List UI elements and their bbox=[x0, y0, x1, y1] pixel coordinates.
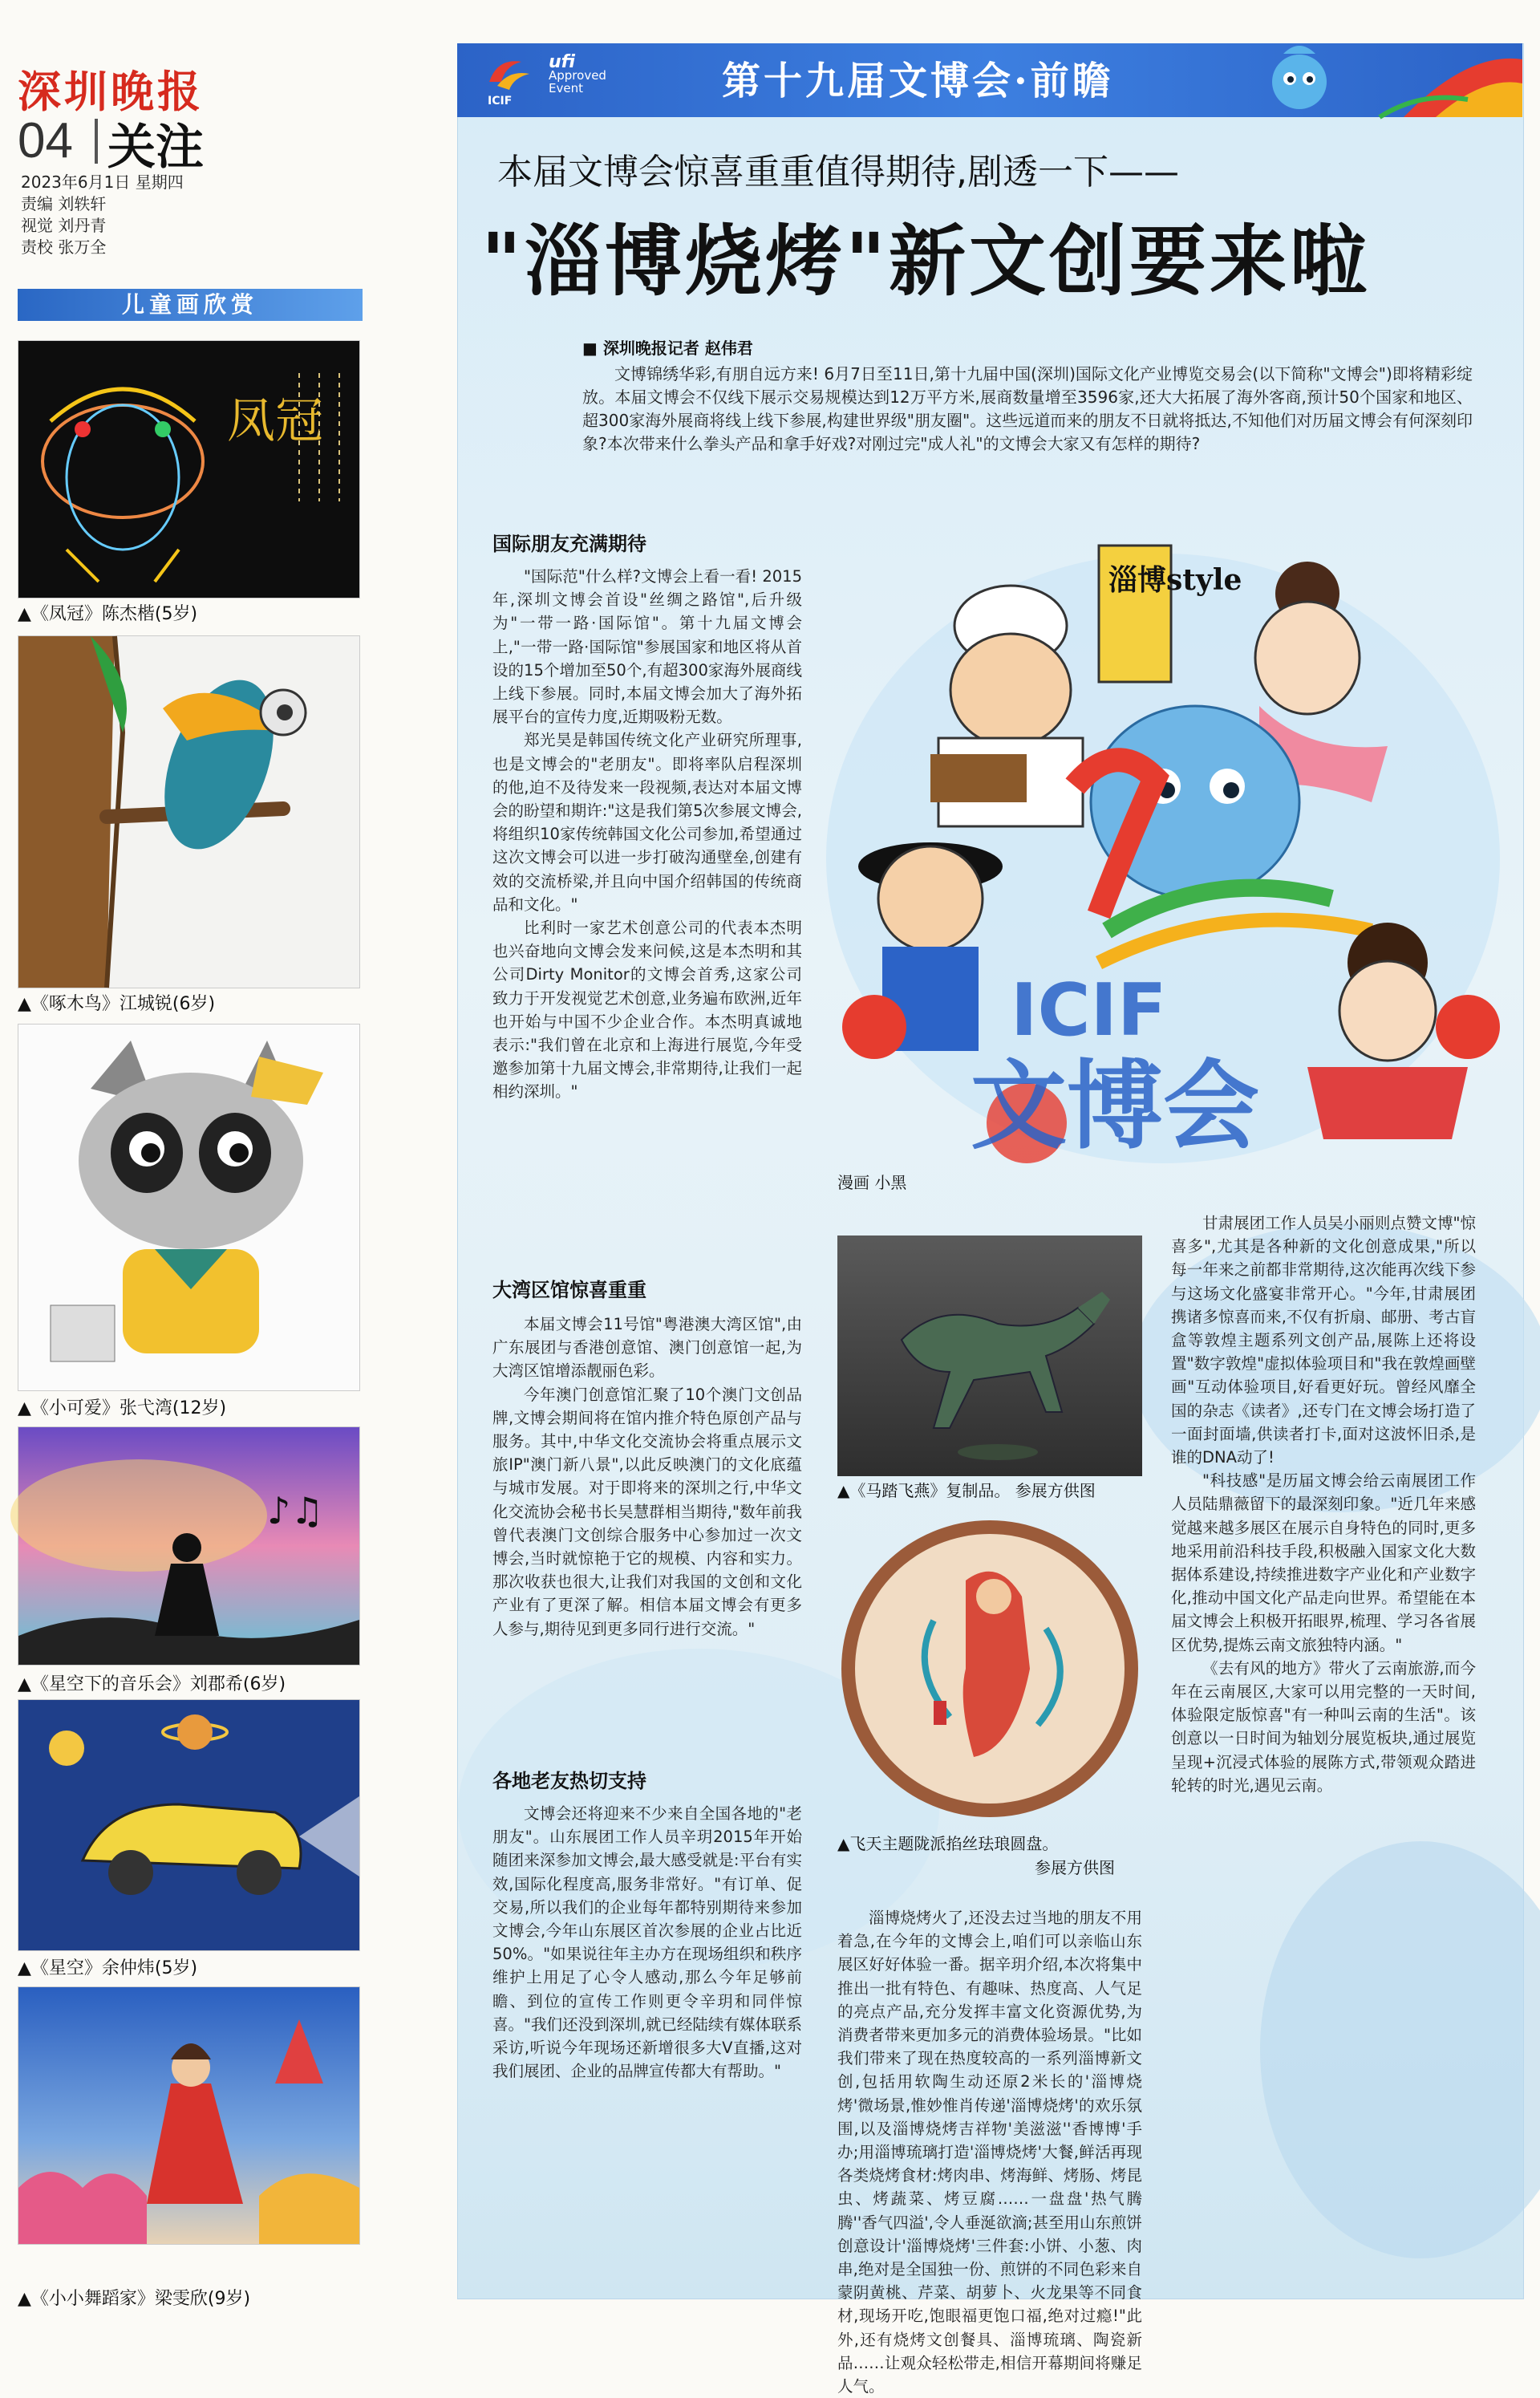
kids-caption-5: ▲《星空》余仲炜(5岁) bbox=[18, 1958, 198, 1978]
banner-title: 第十九届文博会·前瞻 bbox=[722, 59, 1114, 103]
section3-paragraph: 《去有风的地方》带火了云南旅游,而今年在云南展区,大家可以用完整的一天时间,体验限定版惊喜"有一种叫云南的生活"。该创意以一日时间为轴划分展览板块,通过展览呈现+沉浸式体验的展陈方式,带领观众踏进轮转的时光,遇见云南。 bbox=[1171, 1658, 1476, 1795]
kids-gallery-title: 儿童画欣赏 bbox=[18, 289, 363, 321]
main-illustration bbox=[810, 513, 1516, 1171]
section3-paragraph: 淄博烧烤火了,还没去过当地的朋友不用着急,在今年的文博会上,咱们可以亲临山东展区好好体验一番。据辛玥介绍,本次将集中推出一批有特色、有趣味、热度高、人气足的亮点产品,充分发挥丰富文化资源优势,为消费者带来更加多元的消费体验场景。"比如我们带来了现在热度较高的一系列淄博新文创,包括用软陶生动还原2米长的'淄博烧烤'微场景,惟妙惟肖传递'淄博烧烤'的欢乐氛围,以及淄博烧烤吉祥物'美滋滋''香博博'手办;用淄博琉璃打造'淄博烧烤'大餐,鲜活再现各类烧烤食材:烤肉串、烤海鲜、烤肠、烤昆虫、烤蔬菜、烤豆腐……一盘盘'热气腾腾''香气四溢',令人垂涎欲滴;甚至用山东煎饼创意设计'淄博烧烤'三件套:小饼、小葱、肉串,绝对是全国独一份、煎饼的不同色彩来自蒙阴黄桃、芹菜、胡萝卜、火龙果等不同食材,现场开吃,饱眼福更饱口福,绝对过瘾!"此外,还有烧烤文创餐具、淄博琉璃、陶瓷新品……让观众轻松带走,相信开幕期间将赚足人气。 bbox=[837, 1909, 1142, 2396]
kids-caption-2: ▲《啄木鸟》江城锐(6岁) bbox=[18, 994, 216, 1014]
editor-credit: 责编 刘轶轩 bbox=[21, 194, 107, 213]
kids-drawing-fengguan bbox=[18, 340, 360, 598]
kids-drawing-concert bbox=[18, 1426, 360, 1666]
kids-drawing-woodpecker bbox=[18, 635, 360, 988]
section2-body bbox=[492, 1313, 802, 1641]
article-lead: 文博锦绣华彩,有朋自远方来! 6月7日至11日,第十九届中国(深圳)国际文化产业博览交易会(以下简称"文博会")即将精彩绽放。本届文博会不仅线下展示交易规模达到12万平方米,展商数量增至3596家,还大大拓展了海外客商,预计50个国家和地区、超300家海外展商将线上线下参展,构建世界级"朋友圈"。这些远道而来的朋友不日就将抵达,不知他们对历届文博会有何深刻印象?本次带来什么拳头产品和拿手好戏?对刚过完"成人礼"的文博会大家又有怎样的期待? bbox=[582, 364, 1473, 453]
section2-paragraph: 本届文博会11号馆"粤港澳大湾区馆",由广东展团与香港创意馆、澳门创意馆一起,为大湾区馆增添靓丽色彩。 bbox=[492, 1315, 802, 1381]
horse-photo bbox=[837, 1236, 1142, 1476]
article-byline: ■ 深圳晚报记者 赵伟君 bbox=[582, 339, 753, 358]
section2-title: 大湾区馆惊喜重重 bbox=[492, 1279, 646, 1301]
section1-paragraph: 比利时一家艺术创意公司的代表本杰明也兴奋地向文博会发来问候,这是本杰明和其公司Dirty Monitor的文博会首秀,这家公司致力于开发视觉艺术创意,业务遍布欧洲,近年也开始与中国不少企业合作。本杰明真诚地表示:"我们曾在北京和上海进行展览,今年受邀参加第十九届文博会,非常期待,让我们一起相约深圳。" bbox=[492, 919, 802, 1102]
section3-paragraph: "科技感"是历届文博会给云南展团工作人员陆鼎薇留下的最深刻印象。"近几年来感觉越来越多展区在展示自身特色的同时,更多地采用前沿科技手段,积极融入国家文化大数据体系建设,持续推进数字产业化和产业数字化,推动中国文化产品走向世界。希望能在本届文博会上积极开拓眼界,梳理、学习各省展区优势,提炼云南文旅独特内涵。" bbox=[1171, 1471, 1476, 1654]
horse-caption: ▲《马踏飞燕》复制品。 参展方供图 bbox=[837, 1481, 1096, 1500]
icif-art-text: ICIF bbox=[1011, 968, 1167, 1053]
page-number: 04 bbox=[18, 113, 73, 168]
kids-drawing-dancer bbox=[18, 1986, 360, 2245]
icif-logo-text: ICIF bbox=[488, 95, 513, 108]
wenbohui-art-text: 文博会 bbox=[971, 1049, 1259, 1162]
section1-paragraph: 郑光昊是韩国传统文化产业研究所理事,也是文博会的"老朋友"。即将率队启程深圳的他,迫不及待发来一段视频,表达对本届文博会的盼望和期许:"这是我们第5次参展文博会,将组织10家传统韩国文化公司参加,希望通过这次文博会可以进一步打破沟通壁垒,创建有效的交流桥梁,并且向中国介绍韩国的传统商品和文化。" bbox=[492, 731, 802, 914]
section3-paragraph: 文博会还将迎来不少来自全国各地的"老朋友"。山东展团工作人员辛玥2015年开始随团来深参加文博会,最大感受就是:平台有实效,国际化程度高,服务非常好。"有订单、促交易,所以我们的企业每年都特别期待来参加文博会,今年山东展区首次参展的企业占比近50%。"如果说往年主办方在现场组织和秩序维护上用足了心令人感动,那么今年足够前瞻、到位的宣传工作则更令辛玥和同伴惊喜。"我们还没到深圳,就已经陆续有媒体联系采访,听说今年现场还新增很多大V直播,这对我们展团、企业的品牌宣传都大有帮助。" bbox=[492, 1804, 802, 2081]
enamel-plate-photo bbox=[837, 1508, 1142, 1829]
masthead: 深圳晚报 bbox=[18, 66, 204, 117]
kids-caption-1: ▲《凤冠》陈杰楷(5岁) bbox=[18, 604, 198, 624]
kids-caption-4: ▲《星空下的音乐会》刘郡希(6岁) bbox=[18, 1674, 286, 1694]
section2-paragraph: 今年澳门创意馆汇聚了10个澳门文创品牌,文博会期间将在馆内推介特色原创产品与服务。其中,中华文化交流协会将重点展示文旅IP"澳门新八景",以此反映澳门的文化底蕴与城市发展。对于即将来的深圳之行,中华文化交流协会秘书长吴慧群相当期待,"数年前我曾代表澳门文创综合服务中心参加过一次文博会,当时就惊艳于它的规模、内容和实力。那次收获也很大,让我们对我国的文创和文化产业有了更深了解。相信本届文博会有更多人参与,期待见到更多同行进行交流。" bbox=[492, 1385, 802, 1638]
kids-drawing-starry-sky bbox=[18, 1699, 360, 1951]
page-separator bbox=[95, 119, 98, 164]
issue-date: 2023年6月1日 星期四 bbox=[21, 172, 184, 192]
section3-body-col3 bbox=[1171, 1211, 1476, 2262]
ufi-logo bbox=[549, 52, 606, 95]
section1-paragraph: "国际范"什么样?文博会上看一看! 2015年,深圳文博会首设"丝绸之路馆",后升级为"一带一路·国际馆"。第十九届文博会上,"一带一路·国际馆"参展国家和地区将从首设的15个增加至50个,有超300家海外展商线上线下参展。同时,本届文博会加大了海外拓展平台的宣传力度,近期吸粉无数。 bbox=[492, 567, 802, 727]
kids-caption-3: ▲《小可爱》张弋湾(12岁) bbox=[18, 1398, 227, 1418]
section1-title: 国际朋友充满期待 bbox=[492, 533, 646, 555]
article-headline: "淄博烧烤"新文创要来啦 bbox=[481, 216, 1371, 306]
zibo-style-flag-text: 淄博style bbox=[1108, 563, 1242, 597]
section3-body-col1 bbox=[492, 1802, 802, 2259]
icif-logo bbox=[481, 50, 537, 108]
plate-caption-credit: 参展方供图 bbox=[1035, 1858, 1115, 1877]
kids-caption-6: ▲《小小舞蹈家》梁雯欣(9岁) bbox=[18, 2289, 251, 2309]
illustration-caption: 漫画 小黑 bbox=[837, 1173, 907, 1192]
fengguan-title-art: 凤冠 bbox=[227, 393, 323, 449]
ufi-logo-text: ufi bbox=[549, 52, 575, 72]
section-title: 关注 bbox=[107, 120, 204, 176]
svg-text:♪♫: ♪♫ bbox=[267, 1489, 324, 1532]
visual-credit: 视觉 刘丹青 bbox=[21, 216, 107, 235]
proofreader-credit: 责校 张万全 bbox=[21, 237, 107, 257]
ufi-logo-subtext: Approved Event bbox=[549, 68, 606, 95]
plate-caption: ▲飞天主题陇派掐丝珐琅圆盘。 bbox=[837, 1834, 1059, 1853]
mascot-icon bbox=[1267, 42, 1331, 114]
kids-drawing-raccoon bbox=[18, 1024, 360, 1391]
section3-body-col2 bbox=[837, 1906, 1142, 2396]
section3-title: 各地老友热切支持 bbox=[492, 1770, 646, 1792]
article-subhead: 本届文博会惊喜重重值得期待,剧透一下—— bbox=[497, 152, 1179, 193]
section1-body bbox=[492, 565, 802, 1104]
section3-paragraph: 甘肃展团工作人员吴小丽则点赞文博"惊喜多",尤其是各种新的文化创意成果,"所以每一年来之前都非常期待,这次能再次线下参与这场文化盛宴非常开心。"今年,甘肃展团携诸多惊喜而来,不仅有折扇、邮册、考古盲盒等敦煌主题系列文创产品,展陈上还将设置"数字敦煌"虚拟体验项目和"我在敦煌画壁画"互动体验项目,好看更好玩。曾经风靡全国的杂志《读者》,还专门在文博会场打造了一面封面墙,供读者打卡,面对这波怀旧杀,是谁的DNA动了! bbox=[1171, 1214, 1476, 1467]
